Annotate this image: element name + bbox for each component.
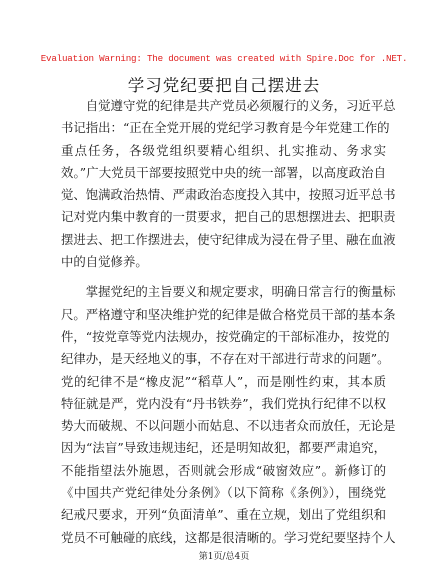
text-line: 掌握党纪的主旨要义和规定要求，明确日常言行的衡量标: [61, 284, 396, 300]
document-body: [61, 95, 396, 549]
page-footer: 第1页/总4页: [198, 552, 250, 562]
text-line: 不能指望法外施恩，否则就会形成“破窗效应”。新修订的: [61, 462, 386, 478]
text-line: 党员不可触碰的底线，这都是很清晰的。学习党纪要坚持个人: [61, 529, 396, 545]
text-line: 纪戒尺要求，开列“负面清单”、重在立规，划出了党组织和: [61, 507, 386, 523]
text-line: 《中国共产党纪律处分条例》（以下简称《条例》），围绕党: [61, 485, 386, 501]
text-line: 觉、饱满政治热情、严肃政治态度投入其中，按照习近平总书: [61, 187, 396, 203]
text-line: 因为“法盲”导致违规违纪，还是明知故犯，都要严肃追究，: [61, 440, 386, 456]
text-line: 党的纪律不是“橡皮泥”“稻草人”，而是刚性约束，其本质: [61, 373, 386, 389]
text-line: 自觉遵守党的纪律是共产党员必须履行的义务，习近平总: [61, 98, 396, 113]
text-line: 记对党内集中教育的一贯要求，把自己的思想摆进去、把职责: [61, 209, 396, 225]
text-line: 纪律办，是天经地义的事，不存在对干部进行苛求的问题”。: [61, 351, 390, 367]
text-line: 重点任务，各级党组织要精心组织、扎实推动、务求实: [61, 142, 386, 158]
paragraph-2: [61, 281, 396, 549]
text-line: 件，“按党章等党内法规办，按党确定的干部标准办，按党的: [61, 328, 390, 344]
text-line: 势大而破规、不以问题小而姑息、不以违者众而放任，无论是: [61, 418, 396, 434]
text-line: 中的自觉修养。: [61, 254, 148, 270]
text-line: 特征就是严，党内没有“丹书铁券”，我们党执行纪律不以权: [61, 395, 386, 411]
text-line: 效。”广大党员干部要按照党中央的统一部署，以高度政治自: [61, 164, 386, 180]
paragraph-1: [61, 95, 396, 273]
evaluation-warning: Evaluation Warning: The document was created with Spire.Doc for .NET.: [40, 53, 408, 64]
text-line: 尺。严格遵守和坚决维护党的纪律是做合格党员干部的基本条: [61, 306, 396, 322]
text-line: 摆进去、把工作摆进去，使守纪律成为浸在骨子里、融在血液: [61, 231, 396, 247]
document-title: 学习党纪要把自己摆进去: [127, 76, 321, 95]
text-line: 书记指出：“正在全党开展的党纪学习教育是今年党建工作的: [61, 120, 390, 136]
